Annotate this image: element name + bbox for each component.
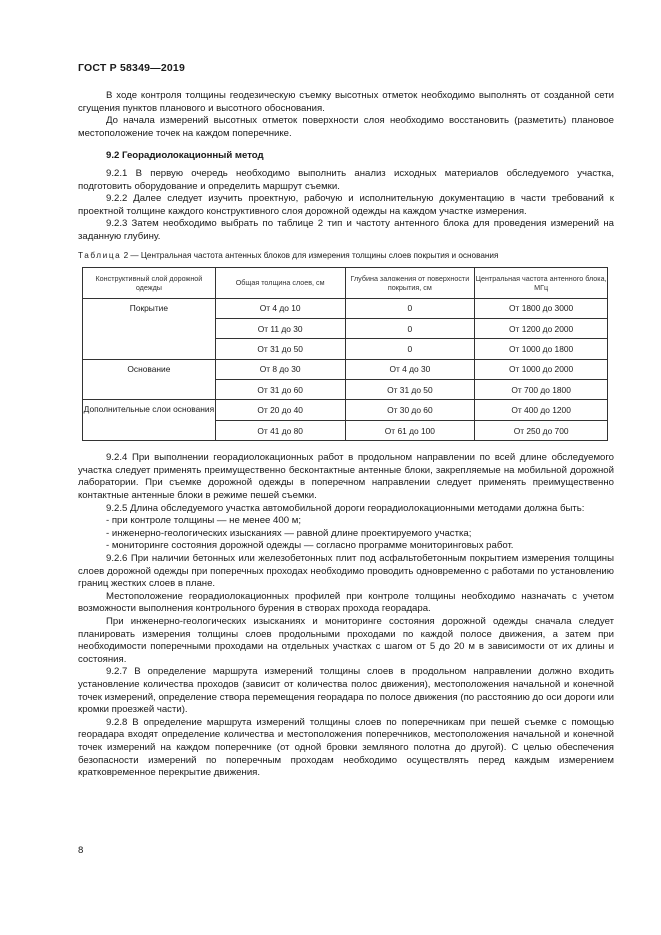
table-cell: От 4 до 30 bbox=[345, 359, 475, 379]
paragraph: 9.2.7 В определение маршрута измерений толщины слоев в продольном направлении должно входить установление количества проходов (зависит от количества полос движения), местоположения начальной и конечной точек измерений, определение створа перемещения георадара по полосе движения (по расстоянию до оси дороги или кромки проезжей части). bbox=[78, 666, 614, 716]
table-caption bbox=[78, 250, 614, 261]
page-content bbox=[78, 90, 614, 780]
table-cell: От 11 до 30 bbox=[215, 318, 345, 338]
table-cell: От 1000 до 1800 bbox=[475, 339, 608, 359]
table-cell: От 700 до 1800 bbox=[475, 380, 608, 400]
table-cell: От 1200 до 2000 bbox=[475, 318, 608, 338]
table-cell: От 61 до 100 bbox=[345, 420, 475, 440]
table-cell: 0 bbox=[345, 318, 475, 338]
page-number: 8 bbox=[78, 845, 84, 856]
header-depth: Глубина заложения от поверхности покрытия, см bbox=[345, 267, 475, 298]
table-cell: От 250 до 700 bbox=[475, 420, 608, 440]
header-layer: Конструктивный слой дорожной одежды bbox=[83, 267, 216, 298]
table-cell: От 41 до 80 bbox=[215, 420, 345, 440]
table-cell: От 400 до 1200 bbox=[475, 400, 608, 420]
table-cell: От 1000 до 2000 bbox=[475, 359, 608, 379]
table-cell: От 30 до 60 bbox=[345, 400, 475, 420]
table-row bbox=[83, 298, 608, 318]
table-cell: От 4 до 10 bbox=[215, 298, 345, 318]
paragraph: 9.2.3 Затем необходимо выбрать по таблице 2 тип и частоту антенного блока для проведения измерений на заданную глубину. bbox=[78, 218, 614, 242]
table-cell: От 31 до 60 bbox=[215, 380, 345, 400]
paragraph: При инженерно-геологических изысканиях и мониторинге состояния дорожной одежды сначала следует планировать измерения толщины слоев продольными проходами по каждой полосе движения, а затем при необходимости поперечными проходами на отдельных участках с шагом от 5 до 20 м в зависимости от их длины и состояния. bbox=[78, 615, 614, 665]
table-cell: 0 bbox=[345, 298, 475, 318]
paragraph: 9.2.6 При наличии бетонных или железобетонных плит под асфальтобетонным покрытием измерения толщины слоев дорожной одежды при поперечных проходах необходимо проводить одновременно с работами по установлению границ жестких слоев в плане. bbox=[78, 553, 614, 590]
document-id-header: ГОСТ Р 58349—2019 bbox=[78, 62, 186, 74]
section-title: 9.2 Георадиолокационный метод bbox=[106, 150, 264, 162]
table-cell: От 31 до 50 bbox=[215, 339, 345, 359]
paragraph: 9.2.4 При выполнении георадиолокационных работ в продольном направлении по всей длине обследуемого участка следует применять преимущественно бесконтактные антенные блоки, закрепляемые на мобильной дорожной лаборатории. При съемке дорожной одежды в поперечном направлении следует применять преимущественно контактные антенные блоки в режиме пешей съемки. bbox=[78, 452, 614, 502]
frequency-table bbox=[82, 267, 608, 442]
table-row bbox=[83, 359, 608, 379]
header-frequency: Центральная частота антенного блока, МГц bbox=[475, 267, 608, 298]
list-item: - при контроле толщины — не менее 400 м; bbox=[106, 515, 301, 527]
table-caption-text: 2 — Центральная частота антенных блоков для измерения толщины слоев покрытия и основания bbox=[121, 250, 499, 260]
header-thickness: Общая толщина слоев, см bbox=[215, 267, 345, 298]
table-caption-label: Таблица bbox=[78, 250, 122, 260]
table-cell: От 31 до 50 bbox=[345, 380, 475, 400]
table-cell: От 20 до 40 bbox=[215, 400, 345, 420]
list-item: - инженерно-геологических изысканиях — равной длине проектируемого участка; bbox=[106, 527, 472, 539]
category-cell: Дополнительные слои основания bbox=[83, 400, 216, 441]
table-cell: От 8 до 30 bbox=[215, 359, 345, 379]
list-item: - мониторинге состояния дорожной одежды — согласно программе мониторинговых работ. bbox=[106, 540, 514, 552]
paragraph: До начала измерений высотных отметок поверхности слоя необходимо восстановить (разметить) плановое местоположение точек на каждом поперечнике. bbox=[78, 115, 614, 139]
table-header-row bbox=[83, 267, 608, 298]
paragraph: 9.2.2 Далее следует изучить проектную, рабочую и исполнительную документацию в части требований к проектной толщине каждого конструктивного слоя дорожной одежды на каждом участке измерения. bbox=[78, 193, 614, 217]
paragraph: 9.2.8 В определение маршрута измерений толщины слоев по поперечникам при пешей съемке с помощью георадара входят определение количества и местоположения поперечников, местоположения начальной и конечной точек измерений на каждом поперечнике (от одной бровки земляного полотна до другой). С целью обеспечения безопасности измерений по поперечным проходам необходимо осуществлять перед каждым измерением кратковременное перекрытие движения. bbox=[78, 716, 614, 779]
category-cell: Основание bbox=[83, 359, 216, 400]
table-cell: От 1800 до 3000 bbox=[475, 298, 608, 318]
category-cell: Покрытие bbox=[83, 298, 216, 359]
table-row bbox=[83, 400, 608, 420]
table-cell: 0 bbox=[345, 339, 475, 359]
paragraph: В ходе контроля толщины геодезическую съемку высотных отметок необходимо выполнять от созданной сети сгущения пунктов планового и высотного обоснования. bbox=[78, 90, 614, 114]
paragraph: 9.2.1 В первую очередь необходимо выполнить анализ исходных материалов обследуемого участка, подготовить оборудование и определить маршрут съемки. bbox=[78, 167, 614, 192]
paragraph: Местоположение георадиолокационных профилей при контроле толщины необходимо назначать с учетом возможности выполнения контрольного бурения в створах прохода георадара. bbox=[78, 590, 614, 615]
paragraph: 9.2.5 Длина обследуемого участка автомобильной дороги георадиолокационными методами должна быть: bbox=[106, 502, 585, 514]
